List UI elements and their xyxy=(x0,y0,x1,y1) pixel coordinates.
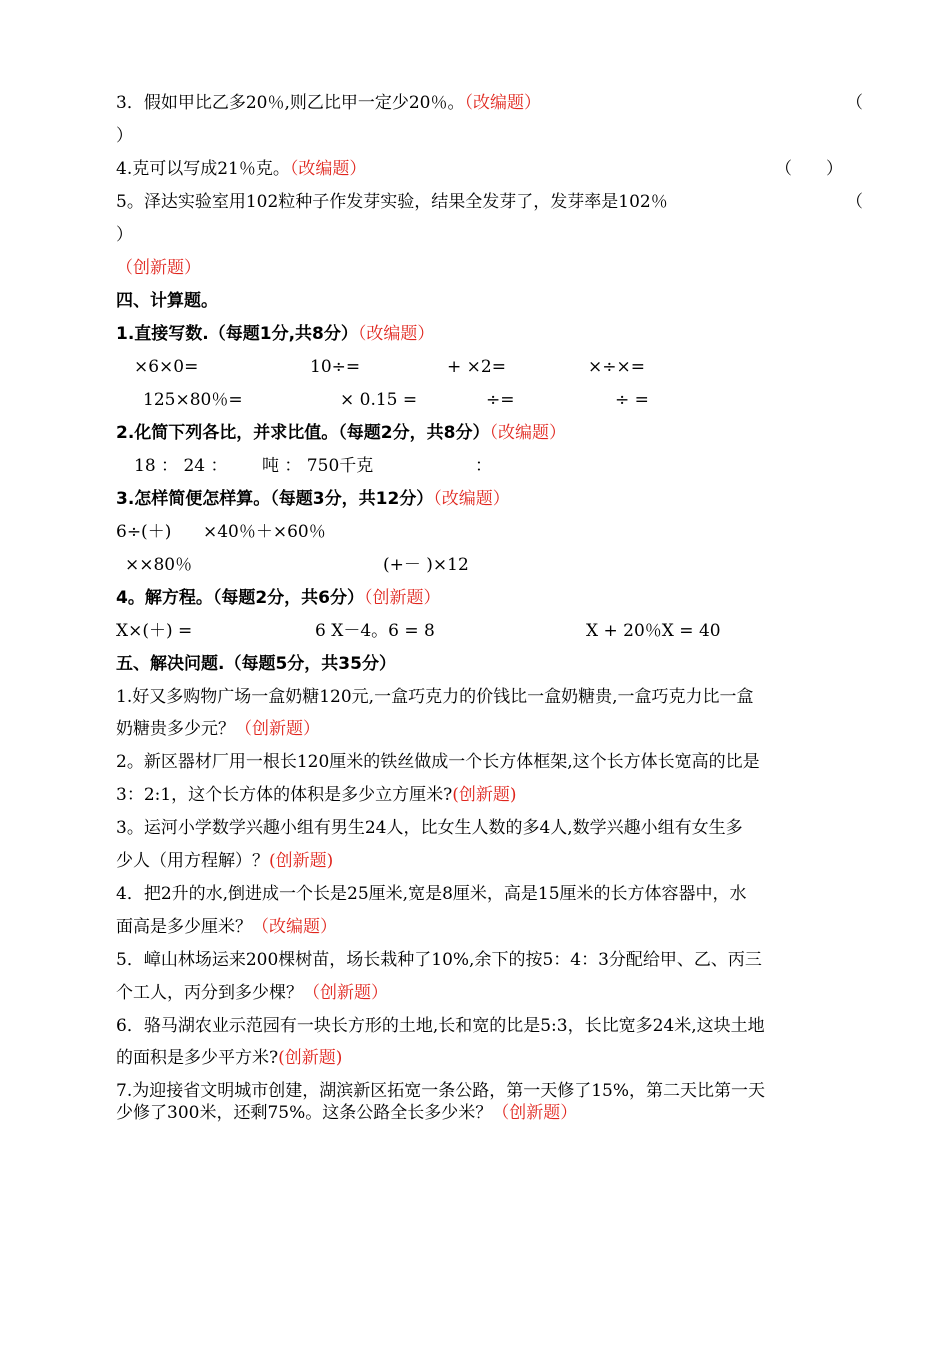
judge-q5-text: 5。泽达实验室用102粒种子作发芽实验，结果全发芽了，发芽率是102％ xyxy=(116,192,668,212)
s5-q6-text2: 的面积是多少平方米? xyxy=(116,1048,279,1068)
s4-p3-r2-c1: ××80％ xyxy=(125,555,193,575)
s4-p3-r2-c2: (+－ )×12 xyxy=(383,555,469,575)
s4-p2-tag: （改编题） xyxy=(489,423,566,443)
s5-q4-text2: 面高是多少厘米？ xyxy=(116,917,252,937)
s4-p1-heading xyxy=(116,322,434,346)
s4-p4-title: 4。解方程。（每题2分，共6分） xyxy=(116,588,364,608)
judge-q5-paren-close: ） xyxy=(116,225,133,245)
s4-p3-title: 3.怎样简便怎样算。（每题3分，共12分） xyxy=(116,489,434,509)
s4-p1-r2-c1: 125×80％= xyxy=(143,390,243,410)
s4-p2-title: 2.化简下列各比，并求比值。（每题2分，共8分） xyxy=(116,423,490,443)
s5-q1-line2 xyxy=(116,717,320,741)
s5-q5-line1: 5．嶂山林场运来200棵树苗，场长栽种了10%,余下的按5：4：3分配给甲、乙、丙三 xyxy=(116,950,762,970)
s5-q4-line1: 4．把2升的水,倒进成一个长是25厘米,宽是8厘米，高是15厘米的长方体容器中，水 xyxy=(116,884,747,904)
s5-q3-text2: 少人（用方程解）？ xyxy=(116,851,269,871)
s4-p3-tag: （改编题） xyxy=(433,489,510,509)
s5-q6-tag: (创新题) xyxy=(278,1048,343,1068)
s4-p4-c1: X×(＋) = xyxy=(116,621,193,641)
s5-q5-tag: （创新题） xyxy=(303,983,388,1003)
s4-p4-heading xyxy=(116,586,441,610)
judge-q5-paren-open: （ xyxy=(846,192,863,212)
s4-p2-heading xyxy=(116,421,566,445)
s4-p3-r1-c2: ×40％＋×60％ xyxy=(203,522,326,542)
s5-q5-text2: 个工人，丙分到多少棵？ xyxy=(116,983,303,1003)
section5-title: 五、解决问题.（每题5分，共35分） xyxy=(116,654,396,674)
judge-q4-paren: （ ） xyxy=(775,159,843,179)
judge-q3 xyxy=(116,91,541,115)
s4-p1-r2-c2: × 0.15 = xyxy=(340,390,418,410)
judge-q5-tag: （创新题） xyxy=(116,258,201,278)
s5-q4-line2 xyxy=(116,915,337,939)
judge-q4-text: 4.克可以写成21％克。 xyxy=(116,159,290,179)
s5-q3-tag: (创新题) xyxy=(269,851,334,871)
s4-p1-r1-c4: ×÷×= xyxy=(588,357,645,377)
s5-q7-line1: 7.为迎接省文明城市创建，湖滨新区拓宽一条公路，第一天修了15%，第二天比第一天 xyxy=(116,1081,766,1101)
judge-q3-text: 3．假如甲比乙多20％,则乙比甲一定少20％。 xyxy=(116,93,465,113)
judge-q4-tag: （改编题） xyxy=(289,159,367,179)
s5-q5-line2 xyxy=(116,981,388,1005)
s5-q6-line2 xyxy=(116,1046,342,1070)
s5-q3-line2 xyxy=(116,849,333,873)
s4-p1-r2-c3: ÷= xyxy=(486,390,515,410)
s4-p4-c2: 6 X－4。6 = 8 xyxy=(315,621,435,641)
s4-p2-c3: ： xyxy=(475,456,492,476)
s5-q1-tag: （创新题） xyxy=(235,719,320,739)
s5-q6-line1: 6．骆马湖农业示范园有一块长方形的土地,长和宽的比是5:3，长比宽多24米,这块土地 xyxy=(116,1016,765,1036)
judge-q3-paren-open: （ xyxy=(846,93,863,113)
s4-p2-c2: 吨 ： 750千克 xyxy=(262,456,374,476)
s4-p1-r1-c2: 10÷= xyxy=(310,357,361,377)
s4-p1-r1-c3: + ×2= xyxy=(447,357,506,377)
s5-q4-tag: （改编题） xyxy=(252,917,337,937)
s5-q7-text2: 少修了300米，还剩75%。这条公路全长多少米？ xyxy=(116,1103,493,1123)
s4-p1-tag: （改编题） xyxy=(357,324,435,344)
judge-q5 xyxy=(116,190,668,214)
s4-p4-tag: （创新题） xyxy=(364,588,441,608)
s4-p3-r1-c1: 6÷(＋) xyxy=(116,522,172,542)
s5-q3-line1: 3。运河小学数学兴趣小组有男生24人，比女生人数的多4人,数学兴趣小组有女生多 xyxy=(116,818,743,838)
s5-q7-line2 xyxy=(116,1101,577,1125)
s5-q1-line1: 1.好又多购物广场一盒奶糖120元,一盒巧克力的价钱比一盒奶糖贵,一盒巧克力比一盒 xyxy=(116,687,754,707)
s5-q2-line1: 2。新区器材厂用一根长120厘米的铁丝做成一个长方体框架,这个长方体长宽高的比是 xyxy=(116,752,760,772)
s5-q2-line2 xyxy=(116,783,517,807)
s4-p1-r2-c4: ÷ = xyxy=(615,390,649,410)
judge-q3-paren-close: ） xyxy=(116,126,133,146)
s5-q7-tag: （创新题） xyxy=(492,1103,578,1123)
s4-p1-r1-c1: ×6×0= xyxy=(134,357,199,377)
s4-p2-c1: 18 ： 24 ： xyxy=(134,456,228,476)
s5-q1-text2: 奶糖贵多少元？ xyxy=(116,719,235,739)
s4-p1-title: 1.直接写数.（每题1分,共8分） xyxy=(116,324,358,344)
s5-q2-text2: 3：2:1，这个长方体的体积是多少立方厘米? xyxy=(116,785,453,805)
section4-title: 四、计算题。 xyxy=(116,291,218,311)
s5-q2-tag: (创新题) xyxy=(452,785,517,805)
s4-p4-c3: X + 20％X = 40 xyxy=(586,621,721,641)
s4-p3-heading xyxy=(116,487,510,511)
judge-q3-tag: （改编题） xyxy=(464,93,541,113)
judge-q4 xyxy=(116,157,366,181)
